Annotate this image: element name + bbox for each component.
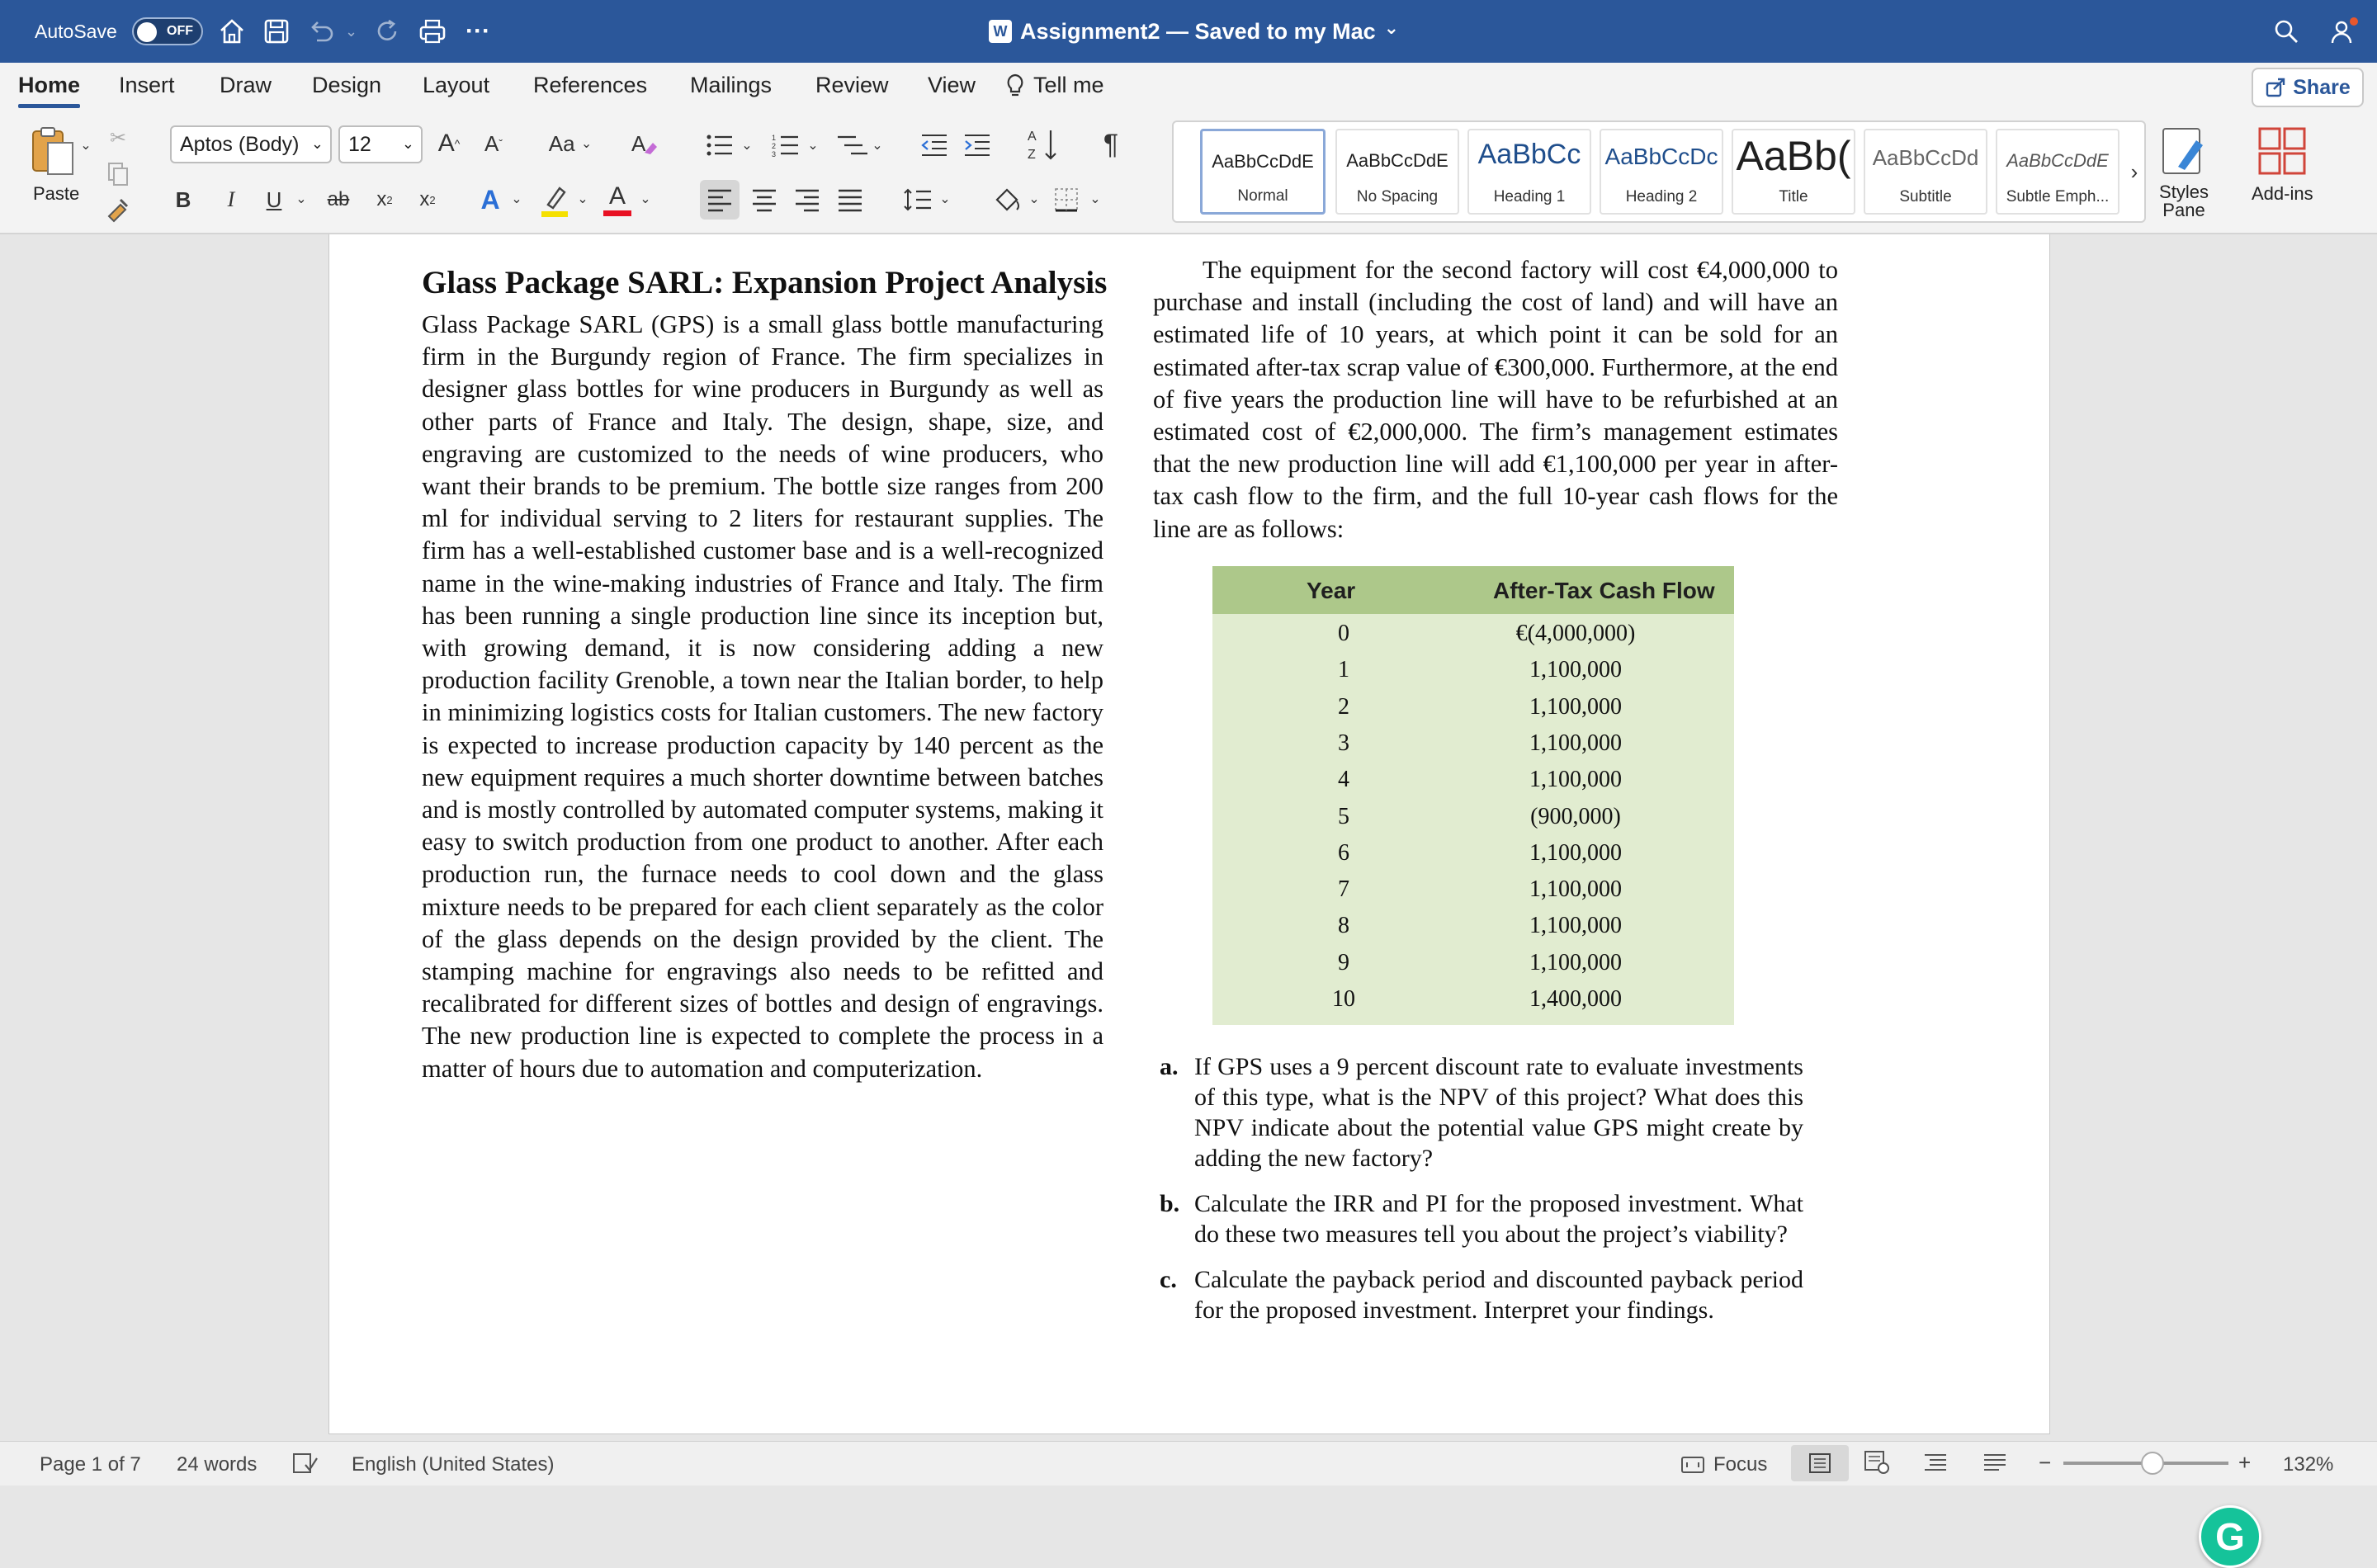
highlight-icon[interactable]: [536, 182, 573, 220]
addins-icon[interactable]: [2255, 124, 2309, 178]
clear-formatting-icon[interactable]: [627, 127, 660, 160]
toggle-knob: [137, 22, 157, 42]
print-icon[interactable]: [418, 0, 447, 63]
web-layout-view-icon[interactable]: [1864, 1450, 1890, 1481]
style-name: Heading 1: [1493, 188, 1566, 205]
zoom-slider-thumb[interactable]: [2141, 1452, 2164, 1475]
superscript-button[interactable]: x 2: [419, 188, 436, 210]
question-label: b.: [1160, 1190, 1180, 1217]
justify-icon[interactable]: [832, 180, 868, 220]
text-effects-dropdown-icon[interactable]: ⌄: [511, 192, 522, 206]
underline-button[interactable]: U: [266, 187, 282, 212]
numbering-dropdown-icon[interactable]: ⌄: [807, 139, 819, 153]
tab-insert[interactable]: Insert: [119, 73, 175, 97]
subscript-glyph: x: [376, 188, 387, 210]
style-sample: AaBbCcDdE: [1212, 151, 1314, 172]
table-row: [1212, 654, 1734, 690]
borders-icon[interactable]: [1048, 180, 1085, 220]
style-sample: AaBbCcDd: [1872, 145, 1979, 170]
table-header: [1212, 566, 1734, 614]
table-row: [1212, 691, 1734, 727]
borders-dropdown-icon[interactable]: ⌄: [1089, 192, 1101, 206]
styles-gallery: [1172, 120, 2146, 223]
cell-cash-flow: 1,100,000: [1529, 913, 1622, 939]
tab-home[interactable]: Home: [18, 73, 81, 97]
style-subtitle[interactable]: [1864, 129, 1987, 215]
active-tab-indicator: [18, 104, 80, 108]
style-name: Normal: [1237, 187, 1288, 205]
tab-mailings[interactable]: Mailings: [690, 73, 773, 97]
font-size-value: 12: [348, 132, 371, 156]
numbering-icon[interactable]: [769, 129, 802, 162]
tab-review[interactable]: Review: [815, 73, 889, 97]
question-text: Calculate the payback period and discounted payback period for the proposed investment. Interpret your findings.: [1194, 1266, 1803, 1324]
style-name: Title: [1779, 188, 1808, 205]
text-effects-button[interactable]: A: [480, 184, 500, 215]
shrink-font-glyph: A: [484, 130, 499, 156]
table-row: [1212, 947, 1734, 983]
shading-icon[interactable]: [989, 180, 1025, 220]
tab-view[interactable]: View: [928, 73, 976, 97]
table-row: [1212, 617, 1734, 654]
superscript-glyph: x: [419, 188, 430, 210]
strikethrough-button[interactable]: ab: [327, 188, 350, 210]
document-page[interactable]: [328, 234, 2050, 1434]
chevron-down-icon: ⌄: [580, 137, 593, 151]
style-title[interactable]: [1732, 129, 1855, 215]
cell-year: 10: [1332, 986, 1355, 1012]
title-chevron-icon: ⌄: [1383, 17, 1400, 38]
style-heading-1[interactable]: [1467, 129, 1591, 215]
status-bar: [0, 1441, 2377, 1485]
style-sample: AaBbCcDdE: [1346, 150, 1448, 171]
word-count[interactable]: 24 words: [177, 1453, 258, 1476]
focus-icon: [1680, 1455, 1705, 1475]
format-painter-icon[interactable]: [102, 195, 132, 224]
home-icon[interactable]: [218, 0, 246, 63]
page-count[interactable]: Page 1 of 7: [40, 1453, 141, 1476]
sort-icon[interactable]: [1027, 125, 1060, 163]
change-case-glyph: Aa: [548, 130, 575, 156]
svg-text:2: 2: [772, 142, 777, 150]
share-button[interactable]: [2252, 68, 2364, 107]
document-heading: Glass Package SARL: Expansion Project Analysis: [422, 265, 1108, 300]
table-row: [1212, 873, 1734, 909]
ribbon-tabs: [0, 63, 2377, 112]
undo-icon[interactable]: [307, 0, 335, 63]
lightbulb-icon: [1005, 73, 1025, 98]
question-text: If GPS uses a 9 percent discount rate to evaluate investments of this type, what is the NPV of this project? What does this NPV indicate about the potential value GPS might create by adding the new factory?: [1194, 1053, 1803, 1172]
decrease-indent-icon[interactable]: [918, 129, 951, 162]
style-name: Subtitle: [1899, 188, 1952, 205]
table-row: [1212, 801, 1734, 837]
share-label: Share: [2293, 75, 2351, 99]
cell-cash-flow: 1,400,000: [1529, 986, 1622, 1012]
question-label: c.: [1160, 1266, 1177, 1293]
show-formatting-button[interactable]: ¶: [1103, 128, 1119, 160]
addins-label: Add-ins: [2252, 183, 2313, 204]
table-row: [1212, 909, 1734, 946]
undo-dropdown-icon[interactable]: ⌄: [345, 22, 358, 40]
redo-icon[interactable]: [373, 0, 401, 63]
styles-pane-icon[interactable]: [2159, 124, 2209, 178]
svg-text:Z: Z: [1028, 148, 1036, 162]
tell-me-label: Tell me: [1033, 73, 1104, 97]
more-commands-icon[interactable]: ···: [465, 17, 490, 45]
proofing-icon[interactable]: [292, 1452, 319, 1481]
paste-label: Paste: [33, 183, 80, 204]
font-color-button[interactable]: [601, 180, 634, 220]
column-header-cash-flow: After-Tax Cash Flow: [1493, 578, 1715, 603]
tab-design[interactable]: Design: [312, 73, 382, 97]
bullets-icon[interactable]: [703, 129, 736, 162]
copy-icon[interactable]: [104, 160, 132, 188]
cell-cash-flow: 1,100,000: [1529, 693, 1622, 720]
font-name-select[interactable]: [170, 125, 332, 163]
document-title[interactable]: [989, 0, 1399, 63]
cell-year: 5: [1338, 803, 1349, 829]
bullets-dropdown-icon[interactable]: ⌄: [741, 139, 753, 153]
underline-dropdown-icon[interactable]: ⌄: [295, 192, 307, 206]
tab-references[interactable]: References: [533, 73, 648, 97]
styles-next-icon[interactable]: ›: [2130, 158, 2138, 184]
style-sample: AaBbCc: [1477, 139, 1581, 170]
share-icon: [2265, 77, 2286, 98]
style-heading-2[interactable]: [1600, 129, 1723, 215]
cell-cash-flow: 1,100,000: [1529, 876, 1622, 903]
svg-text:3: 3: [772, 150, 777, 158]
zoom-in-button[interactable]: +: [2238, 1450, 2252, 1475]
style-name: No Spacing: [1356, 188, 1439, 205]
autosave-label: AutoSave: [35, 20, 117, 42]
styles-pane-label: Styles Pane: [2159, 182, 2209, 220]
tab-draw[interactable]: Draw: [220, 73, 272, 97]
style-normal[interactable]: [1200, 129, 1326, 215]
tab-layout[interactable]: Layout: [423, 73, 490, 97]
outline-view-icon[interactable]: [1923, 1452, 1948, 1479]
question-a: [1160, 1051, 1803, 1174]
account-icon[interactable]: [2329, 0, 2359, 63]
bold-button[interactable]: B: [175, 187, 191, 212]
questions-list: [1160, 1051, 1803, 1340]
cell-cash-flow: 1,100,000: [1529, 767, 1622, 793]
chevron-down-icon: ⌄: [310, 135, 324, 152]
align-right-icon[interactable]: [789, 180, 825, 220]
column-header-year: Year: [1307, 578, 1356, 603]
cell-year: 0: [1338, 621, 1349, 646]
grow-font-glyph: A: [437, 130, 455, 157]
zoom-level[interactable]: 132%: [2283, 1453, 2334, 1476]
style-sample: AaBb(: [1736, 133, 1851, 179]
draft-view-icon[interactable]: [1982, 1452, 2007, 1479]
cell-cash-flow: 1,100,000: [1529, 657, 1622, 683]
print-layout-view-icon[interactable]: [1791, 1445, 1849, 1481]
font-color-glyph: A: [608, 182, 626, 210]
font-color-dropdown-icon[interactable]: ⌄: [640, 192, 651, 206]
style-name: Subtle Emph...: [2006, 188, 2110, 205]
style-sample: AaBbCcDc: [1604, 144, 1718, 169]
tell-me[interactable]: [1005, 73, 1104, 98]
search-icon[interactable]: [2273, 0, 2299, 63]
shading-dropdown-icon[interactable]: ⌄: [1028, 192, 1040, 206]
cell-year: 2: [1338, 693, 1349, 720]
focus-label: Focus: [1713, 1453, 1768, 1476]
chevron-down-icon: ⌄: [401, 135, 414, 152]
align-center-icon[interactable]: [746, 180, 782, 220]
cell-year: 3: [1338, 730, 1349, 756]
word-app-icon: W: [989, 20, 1012, 43]
multilevel-list-icon[interactable]: [834, 129, 870, 162]
svg-text:A: A: [631, 131, 646, 156]
save-icon[interactable]: [262, 0, 291, 63]
line-spacing-dropdown-icon[interactable]: ⌄: [939, 192, 951, 206]
highlight-dropdown-icon[interactable]: ⌄: [577, 192, 588, 206]
autosave-state: OFF: [167, 24, 193, 38]
zoom-out-button[interactable]: −: [2039, 1450, 2052, 1475]
question-b: [1160, 1188, 1803, 1249]
question-label: a.: [1160, 1053, 1179, 1080]
cell-year: 8: [1338, 913, 1349, 939]
cell-year: 7: [1338, 876, 1349, 903]
cell-cash-flow: €(4,000,000): [1515, 621, 1636, 646]
focus-button[interactable]: [1680, 1453, 1767, 1476]
cell-cash-flow: (900,000): [1530, 803, 1621, 829]
table-row: [1212, 763, 1734, 800]
svg-text:1: 1: [772, 134, 777, 142]
shrink-font-button[interactable]: A ˇ: [484, 130, 503, 156]
table-row: [1212, 727, 1734, 763]
italic-button[interactable]: I: [227, 187, 235, 211]
cell-year: 9: [1338, 949, 1349, 975]
cell-cash-flow: 1,100,000: [1529, 949, 1622, 975]
cell-year: 1: [1338, 657, 1349, 683]
intro-paragraph: Glass Package SARL (GPS) is a small glass bottle manufacturing firm in the Burgundy region of France. The firm specializes in designer glass bottles for wine producers in Burgundy as well as other parts of France and Italy. The design, shape, size, and engraving are customized to the needs of wine producers, who want their brands to be premium. The bottle size ranges from 200 ml for individual serving to 2 liters for restaurant supplies. The firm has a well-established customer base and is a well-recognized name in the wine-making industries of France and Italy. The firm has been running a single production line since its inception but, with growing demand, it is now considering adding a new production facility Grenoble, a town near the Italian border, to help in minimizing logistics costs for Italian customers. The new factory is expected to increase production capacity by 140 percent as the new equipment requires a much shorter downtime between batches and is mostly controlled by automated computer systems, making it easy to switch production from one product to another. After each production run, the furnace needs to cool down and the glass mixture needs to be prepared for each client separately as the color of the glass depends on the design provided by the client. The stamping machine for engravings also needs to be refitted and recalibrated for different sizes of bottles and design of engravings. The new production line is expected to complete the process in a matter of hours due to automation and computerization.: [422, 310, 1103, 1083]
subscript-button[interactable]: x 2: [376, 188, 393, 210]
change-case-button[interactable]: [541, 127, 599, 160]
equipment-paragraph: The equipment for the second factory will cost €4,000,000 to purchase and install (including the cost of land) and will have an estimated life of 10 years, at which point it can be sold for an estimated after-tax scrap value of €300,000. Furthermore, at the end of five years the production line will have to be refurbished at an estimated cost of €2,000,000. The firm’s management estimates that the new production line will add €1,100,000 per year in after-tax cash flow to the firm, and the full 10-year cash flows for the line are as follows:: [1153, 256, 1838, 543]
question-c: [1160, 1264, 1803, 1325]
paste-icon[interactable]: [25, 124, 83, 178]
style-subtle-emphasis[interactable]: [1996, 129, 2119, 215]
grammarly-icon[interactable]: G: [2199, 1505, 2261, 1568]
increase-indent-icon[interactable]: [961, 129, 994, 162]
ribbon-home: [0, 112, 2377, 234]
font-name-value: Aptos (Body): [180, 132, 300, 156]
style-name: Heading 2: [1625, 188, 1698, 205]
align-left-icon[interactable]: [700, 180, 740, 220]
multilevel-dropdown-icon[interactable]: ⌄: [872, 139, 883, 153]
style-sample: AaBbCcDdE: [2006, 150, 2109, 171]
cell-cash-flow: 1,100,000: [1529, 730, 1622, 756]
grow-font-button[interactable]: A ^: [437, 130, 461, 157]
svg-text:A: A: [1028, 130, 1037, 144]
language[interactable]: English (United States): [352, 1453, 555, 1476]
font-color-swatch: [603, 210, 631, 216]
cell-year: 6: [1338, 839, 1349, 866]
font-size-select[interactable]: [338, 125, 423, 163]
title-bar: [0, 0, 2377, 63]
question-text: Calculate the IRR and PI for the proposed investment. What do these two measures tell you about the project’s viability?: [1194, 1190, 1803, 1248]
table-row: [1212, 837, 1734, 873]
paste-dropdown-icon[interactable]: ⌄: [80, 139, 92, 153]
cut-icon[interactable]: ✂: [109, 126, 127, 149]
cell-cash-flow: 1,100,000: [1529, 839, 1622, 866]
style-no-spacing[interactable]: [1335, 129, 1459, 215]
cell-year: 4: [1338, 767, 1349, 793]
table-row: [1212, 983, 1734, 1019]
cash-flow-table: [1212, 566, 1734, 1025]
document-title-text: Assignment2 — Saved to my Mac: [1020, 18, 1376, 44]
autosave-toggle[interactable]: [132, 17, 203, 45]
line-spacing-icon[interactable]: [900, 180, 936, 220]
